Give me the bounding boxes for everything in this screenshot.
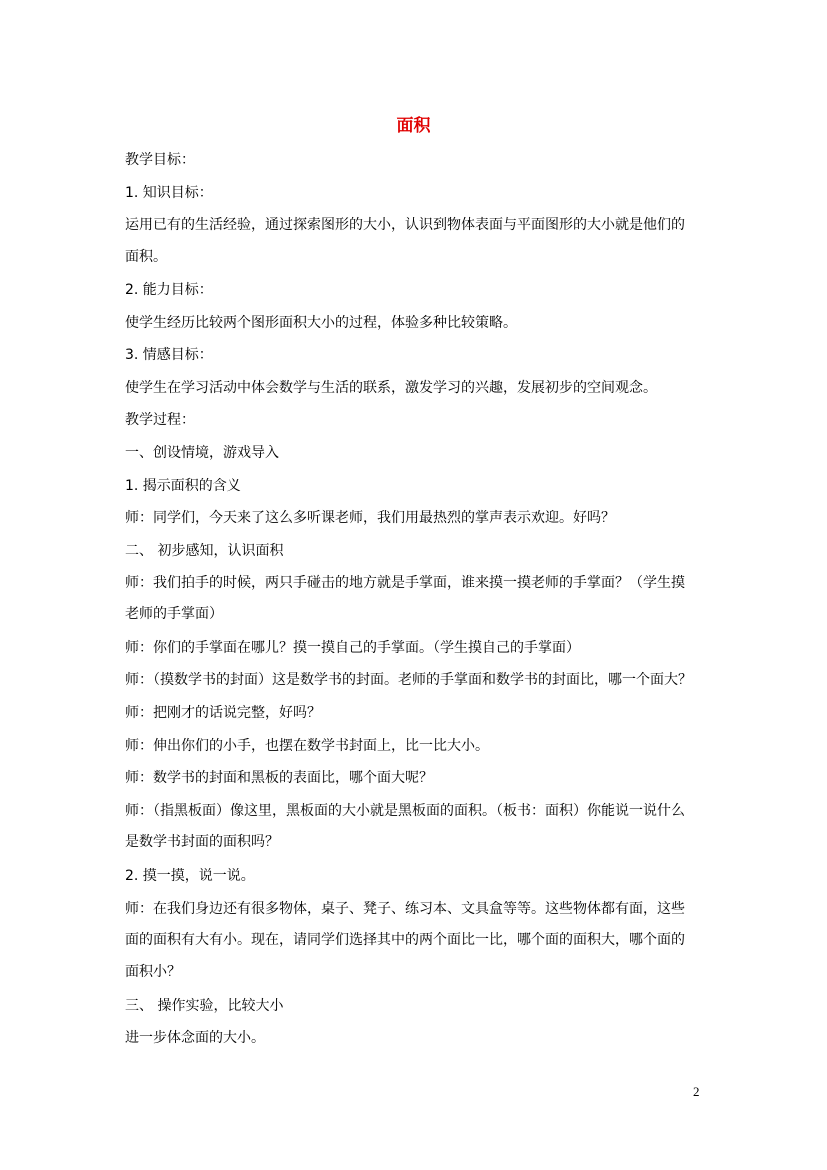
text-line: 师：我们拍手的时候，两只手碰击的地方就是手掌面，谁来摸一摸老师的手掌面？（学生摸 bbox=[125, 575, 685, 591]
text-line: 师：你们的手掌面在哪儿？摸一摸自己的手掌面。（学生摸自己的手掌面） bbox=[125, 640, 580, 656]
text-line: 师：数学书的封面和黑板的表面比，哪个面大呢？ bbox=[125, 770, 433, 786]
text-line: 教学过程： bbox=[125, 412, 195, 428]
text-line: 师：把刚才的话说完整，好吗？ bbox=[125, 705, 321, 721]
text-line: 师：（摸数学书的封面）这是数学书的封面。老师的手掌面和数学书的封面比，哪一个面大？ bbox=[125, 672, 692, 688]
text-line: 3. 情感目标： bbox=[125, 347, 213, 363]
text-line: 1. 知识目标： bbox=[125, 185, 213, 201]
text-line: 师：同学们，今天来了这么多听课老师，我们用最热烈的掌声表示欢迎。好吗？ bbox=[125, 510, 615, 526]
text-line: 老师的手掌面） bbox=[125, 606, 223, 622]
text-line: 师：伸出你们的小手，也摆在数学书封面上，比一比大小。 bbox=[125, 738, 489, 754]
text-line: 使学生在学习活动中体会数学与生活的联系，激发学习的兴趣，发展初步的空间观念。 bbox=[125, 380, 657, 396]
text-line: 运用已有的生活经验，通过探索图形的大小，认识到物体表面与平面图形的大小就是他们的 bbox=[125, 217, 685, 233]
page-number: 2 bbox=[693, 1084, 700, 1099]
text-line: 二、 初步感知，认识面积 bbox=[125, 543, 284, 559]
text-line: 面积小？ bbox=[125, 964, 181, 980]
document-title: 面积 bbox=[396, 116, 431, 136]
text-line: 面积。 bbox=[125, 249, 167, 265]
text-line: 教学目标： bbox=[125, 152, 195, 168]
text-line: 师：（指黑板面）像这里，黑板面的大小就是黑板面的面积。（板书：面积）你能说一说什么 bbox=[125, 803, 685, 819]
text-line: 使学生经历比较两个图形面积大小的过程，体验多种比较策略。 bbox=[125, 315, 517, 331]
text-line: 1. 揭示面积的含义 bbox=[125, 478, 241, 494]
text-line: 进一步体念面的大小。 bbox=[125, 1030, 265, 1046]
text-line: 2. 摸一摸，说一说。 bbox=[125, 868, 255, 884]
text-line: 一、创设情境，游戏导入 bbox=[125, 445, 279, 461]
text-line: 是数学书封面的面积吗？ bbox=[125, 834, 279, 850]
text-line: 三、 操作实验，比较大小 bbox=[125, 998, 284, 1014]
text-line: 面的面积有大有小。现在，请同学们选择其中的两个面比一比，哪个面的面积大，哪个面的 bbox=[125, 932, 685, 948]
text-line: 师：在我们身边还有很多物体，桌子、凳子、练习本、文具盒等等。这些物体都有面，这些 bbox=[125, 901, 685, 917]
text-line: 2. 能力目标： bbox=[125, 282, 213, 298]
